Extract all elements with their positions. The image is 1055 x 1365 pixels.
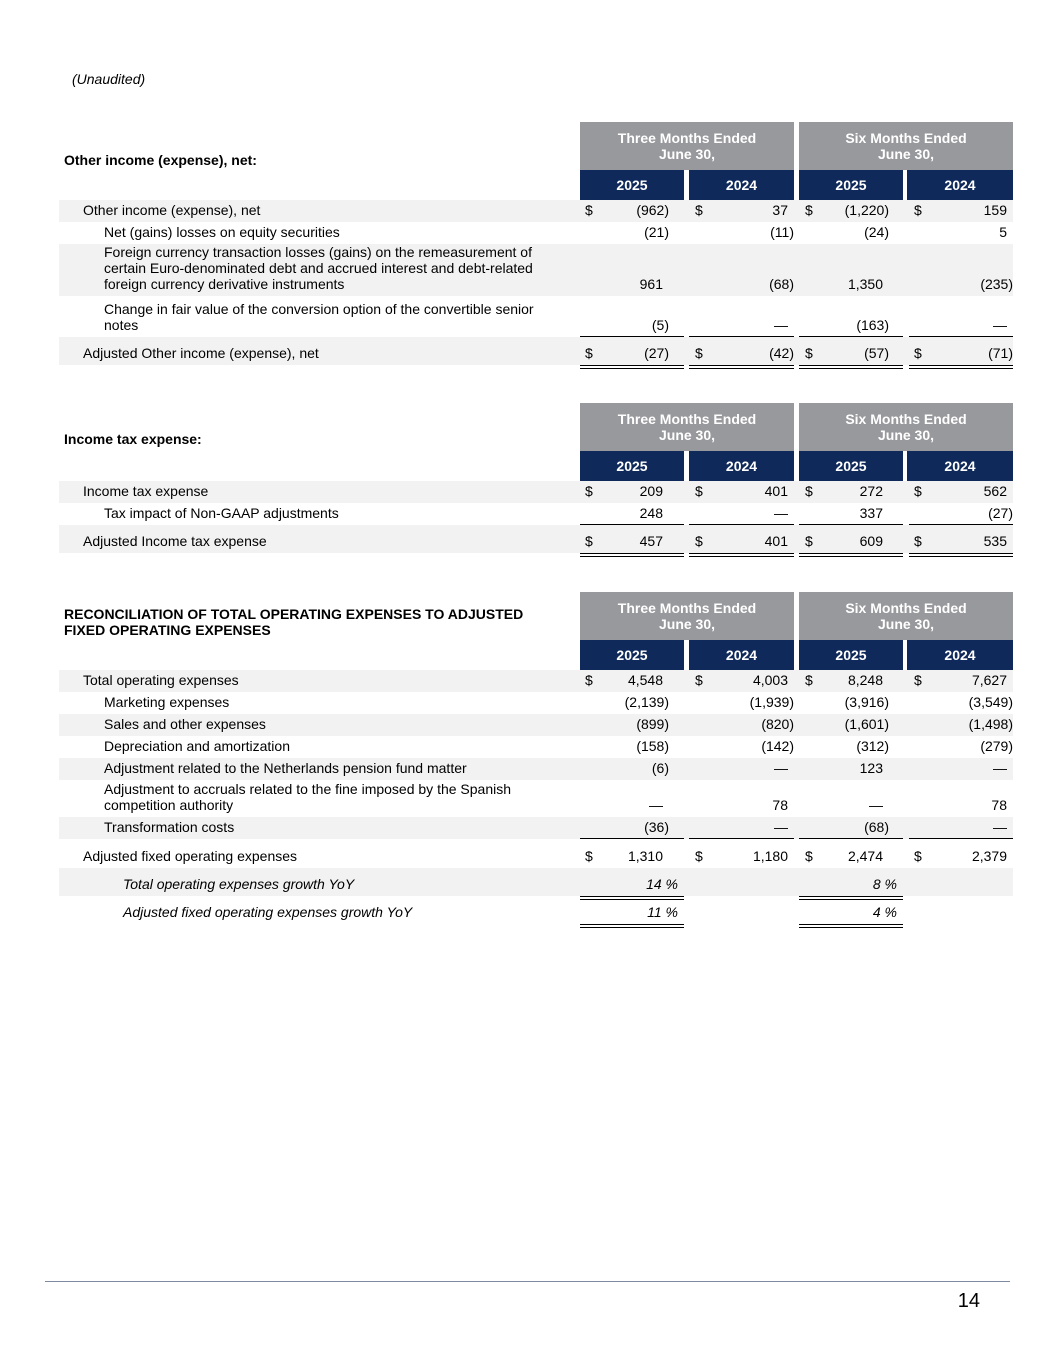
cell-value: 37 [772, 202, 788, 218]
cell-value: (2,139) [624, 694, 669, 710]
period-label: Six Months Ended [845, 411, 967, 427]
cell-value: 337 [859, 505, 883, 521]
cell-value: 159 [983, 202, 1007, 218]
row-label: Adjustment to accruals related to the fine imposed by the Spanish competition authority [104, 781, 512, 813]
dollar-sign: $ [914, 672, 922, 688]
dollar-sign: $ [585, 345, 593, 361]
double-underline [909, 553, 1013, 557]
dollar-sign: $ [695, 533, 703, 549]
pct-value: 8 % [872, 876, 897, 892]
dollar-sign: $ [585, 848, 593, 864]
dollar-sign: $ [695, 202, 703, 218]
cell-value: (820) [761, 716, 794, 732]
row-label: Adjusted fixed operating expenses [83, 848, 298, 864]
table-row [59, 670, 1013, 692]
period-date: June 30, [658, 146, 716, 162]
year-header: 2025 [580, 170, 684, 200]
cell-value: (68) [769, 276, 794, 292]
double-underline [799, 553, 903, 557]
cell-value: (235) [980, 276, 1013, 292]
cell-value: 401 [764, 483, 788, 499]
row-label: Adjustment related to the Netherlands pension fund matter [104, 760, 467, 776]
cell-value: 272 [859, 483, 883, 499]
pct-value: 4 % [872, 904, 897, 920]
table-row [59, 222, 1013, 244]
cell-value: (6) [651, 760, 669, 776]
cell-value: (142) [761, 738, 794, 754]
row-label: Marketing expenses [104, 694, 230, 710]
three-months-header [580, 403, 794, 451]
cell-value: 123 [859, 760, 883, 776]
three-months-header [580, 592, 794, 640]
dollar-sign: $ [805, 483, 813, 499]
cell-value: (163) [856, 317, 889, 333]
cell-value: (36) [644, 819, 669, 835]
cell-value: 1,180 [752, 848, 788, 864]
dollar-sign: $ [695, 848, 703, 864]
double-underline [799, 924, 903, 928]
cell-value: 961 [639, 276, 663, 292]
cell-value: (1,220) [844, 202, 889, 218]
pct-value: 11 % [647, 904, 678, 920]
table-header [59, 592, 1013, 670]
cell-value: — [993, 317, 1007, 333]
dollar-sign: $ [914, 345, 922, 361]
cell-value: (24) [864, 224, 889, 240]
cell-value: (27) [988, 505, 1013, 521]
double-underline [689, 365, 794, 369]
dollar-sign: $ [914, 202, 922, 218]
row-label: Total operating expenses growth YoY [123, 876, 355, 892]
year-header: 2024 [907, 451, 1013, 481]
cell-value: (11) [770, 224, 794, 240]
double-underline [689, 553, 794, 557]
period-label: Three Months Ended [617, 600, 757, 616]
table-row [59, 200, 1013, 222]
year-header: 2024 [689, 170, 794, 200]
row-label: Change in fair value of the conversion option of the convertible senior notes [104, 301, 534, 333]
row-label: Total operating expenses [83, 672, 239, 688]
unaudited-note: (Unaudited) [72, 71, 146, 87]
dollar-sign: $ [695, 345, 703, 361]
cell-value: (27) [644, 345, 669, 361]
row-label: Transformation costs [104, 819, 235, 835]
cell-value: (962) [636, 202, 669, 218]
row-label: Income tax expense [83, 483, 209, 499]
double-underline [799, 365, 903, 369]
cell-value: — [993, 760, 1007, 776]
year-header: 2024 [907, 170, 1013, 200]
cell-value: — [774, 505, 788, 521]
cell-value: (3,916) [844, 694, 889, 710]
row-label: Other income (expense), net [83, 202, 261, 218]
cell-value: (1,601) [844, 716, 889, 732]
cell-value: 401 [764, 533, 788, 549]
table-body [59, 200, 1013, 365]
page-number: 14 [957, 1290, 980, 1312]
dollar-sign: $ [805, 848, 813, 864]
year-header: 2025 [580, 451, 684, 481]
double-underline [580, 553, 684, 557]
row-label: Foreign currency transaction losses (gains) on the remeasurement of certain Euro-denominated debt and accrued interest and debt-related foreign currency derivative instruments [104, 244, 533, 292]
cell-value: 248 [639, 505, 663, 521]
cell-value: (3,549) [968, 694, 1013, 710]
period-date: June 30, [877, 616, 935, 632]
cell-value: 535 [983, 533, 1007, 549]
table-row [59, 481, 1013, 503]
table-row [59, 780, 1013, 817]
six-months-header [799, 592, 1013, 640]
table-row [59, 839, 1013, 868]
year-header: 2024 [689, 451, 794, 481]
period-label: Three Months Ended [617, 411, 757, 427]
section-title: RECONCILIATION OF TOTAL OPERATING EXPENSES TO ADJUSTED FIXED OPERATING EXPENSES [64, 606, 524, 638]
period-date: June 30, [877, 146, 935, 162]
cell-value: 609 [859, 533, 883, 549]
year-header: 2025 [580, 640, 684, 670]
row-label: Adjusted Income tax expense [83, 533, 267, 549]
table-row [59, 296, 1013, 337]
dollar-sign: $ [585, 672, 593, 688]
period-label: Three Months Ended [617, 130, 757, 146]
period-label: Six Months Ended [845, 600, 967, 616]
period-date: June 30, [658, 427, 716, 443]
dollar-sign: $ [914, 533, 922, 549]
table-row [59, 817, 1013, 839]
cell-value: 562 [983, 483, 1007, 499]
table-row [59, 525, 1013, 553]
table-row [59, 244, 1013, 296]
section-title: Income tax expense: [64, 431, 202, 447]
cell-value: 7,627 [971, 672, 1007, 688]
dollar-sign: $ [805, 202, 813, 218]
dollar-sign: $ [805, 533, 813, 549]
cell-value: (42) [769, 345, 794, 361]
cell-value: 2,379 [971, 848, 1007, 864]
double-underline [909, 365, 1013, 369]
year-header: 2024 [689, 640, 794, 670]
six-months-header [799, 403, 1013, 451]
table-row [59, 714, 1013, 736]
table-header [59, 403, 1013, 481]
dollar-sign: $ [914, 483, 922, 499]
row-label: Sales and other expenses [104, 716, 266, 732]
double-underline [580, 924, 684, 928]
cell-value: (5) [651, 317, 669, 333]
cell-value: (312) [856, 738, 889, 754]
year-header: 2025 [799, 451, 903, 481]
cell-value: 4,003 [752, 672, 788, 688]
section-title: Other income (expense), net: [64, 152, 257, 168]
cell-value: 4,548 [627, 672, 663, 688]
row-label: Adjusted Other income (expense), net [83, 345, 319, 361]
row-label: Net (gains) losses on equity securities [104, 224, 340, 240]
row-label: Adjusted fixed operating expenses growth YoY [123, 904, 413, 920]
table-section [59, 592, 1013, 924]
growth-row [59, 896, 1013, 924]
cell-value: (71) [988, 345, 1013, 361]
dollar-sign: $ [585, 483, 593, 499]
table-section [59, 122, 1013, 365]
year-header: 2024 [907, 640, 1013, 670]
table-section [59, 403, 1013, 553]
table-row [59, 503, 1013, 525]
cell-value: 78 [772, 797, 788, 813]
table-row [59, 692, 1013, 714]
period-date: June 30, [877, 427, 935, 443]
cell-value: — [774, 819, 788, 835]
cell-value: 78 [991, 797, 1007, 813]
dollar-sign: $ [585, 533, 593, 549]
dollar-sign: $ [695, 483, 703, 499]
cell-value: (57) [864, 345, 889, 361]
row-label: Depreciation and amortization [104, 738, 290, 754]
dollar-sign: $ [585, 202, 593, 218]
double-underline [580, 365, 684, 369]
cell-value: (279) [980, 738, 1013, 754]
period-date: June 30, [658, 616, 716, 632]
cell-value: 5 [999, 224, 1007, 240]
table-row [59, 736, 1013, 758]
cell-value: 2,474 [847, 848, 883, 864]
cell-value: (68) [864, 819, 889, 835]
table-body [59, 670, 1013, 924]
cell-value: 8,248 [847, 672, 883, 688]
year-header: 2025 [799, 170, 903, 200]
three-months-header [580, 122, 794, 170]
cell-value: 1,310 [627, 848, 663, 864]
table-header [59, 122, 1013, 200]
year-header: 2025 [799, 640, 903, 670]
cell-value: (21) [644, 224, 669, 240]
cell-value: (1,498) [968, 716, 1013, 732]
dollar-sign: $ [695, 672, 703, 688]
cell-value: 209 [639, 483, 663, 499]
period-label: Six Months Ended [845, 130, 967, 146]
cell-value: 1,350 [847, 276, 883, 292]
cell-value: — [869, 797, 883, 813]
dollar-sign: $ [805, 672, 813, 688]
dollar-sign: $ [805, 345, 813, 361]
footer-divider [45, 1281, 1010, 1282]
table-body [59, 481, 1013, 553]
cell-value: — [993, 819, 1007, 835]
cell-value: — [774, 317, 788, 333]
cell-value: (1,939) [749, 694, 794, 710]
growth-row [59, 868, 1013, 896]
cell-value: (158) [636, 738, 669, 754]
table-row [59, 337, 1013, 365]
pct-value: 14 % [646, 876, 678, 892]
cell-value: 457 [639, 533, 663, 549]
cell-value: (899) [636, 716, 669, 732]
six-months-header [799, 122, 1013, 170]
dollar-sign: $ [914, 848, 922, 864]
table-row [59, 758, 1013, 780]
cell-value: — [774, 760, 788, 776]
row-label: Tax impact of Non-GAAP adjustments [104, 505, 339, 521]
cell-value: — [649, 797, 663, 813]
